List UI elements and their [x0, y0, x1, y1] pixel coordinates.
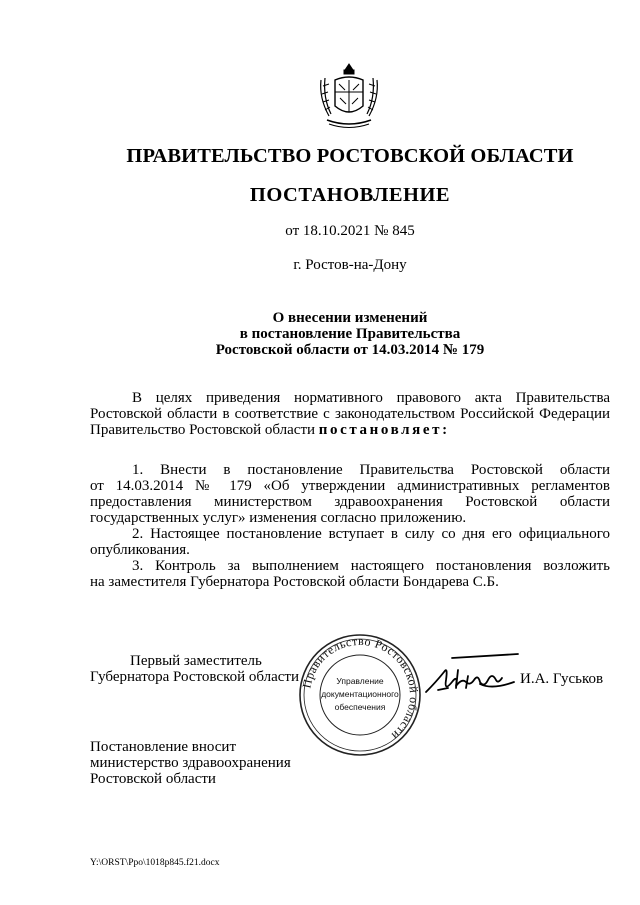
item-1-line-1: 1. Внести в постановление Правительства Ростовской области	[132, 462, 610, 478]
item-2-line-1: 2. Настоящее постановление вступает в силу со дня его официального	[132, 526, 610, 542]
submitted-by-note	[90, 739, 291, 787]
document-subject	[0, 310, 640, 358]
seal-center-line-1: Управление	[336, 676, 384, 686]
signatory-position-line-2: Губернатора Ростовской области	[90, 669, 300, 685]
coat-of-arms-icon	[315, 62, 383, 132]
preamble	[90, 390, 610, 438]
government-title: ПРАВИТЕЛЬСТВО РОСТОВСКОЙ ОБЛАСТИ	[126, 145, 574, 167]
seal-ring-text: Правительство Ростовской области	[299, 633, 422, 743]
subject-line-2: в постановление Правительства	[239, 326, 461, 342]
item-3-line-2: на заместителя Губернатора Ростовской области Бондарева С.Б.	[90, 574, 499, 590]
document-date-number: от 18.10.2021 № 845	[285, 223, 415, 239]
document-city: г. Ростов-на-Дону	[293, 257, 407, 273]
subject-line-3: Ростовской области от 14.03.2014 № 179	[215, 342, 485, 358]
seal-center-line-3: обеспечения	[334, 702, 386, 712]
submitted-by-line-3: Ростовской области	[90, 771, 216, 787]
decree-word: постановляет:	[318, 422, 450, 438]
item-2-line-2: опубликования.	[90, 542, 190, 558]
decree-items	[90, 462, 610, 590]
handwritten-signature-icon	[422, 652, 522, 697]
seal-center-line-2: документационного	[321, 689, 399, 699]
signatory-position	[90, 653, 299, 685]
submitted-by-line-2: министерство здравоохранения	[90, 755, 291, 771]
signatory-name: И.А. Гуськов	[520, 671, 604, 687]
official-seal-icon	[298, 633, 422, 757]
item-1-line-2: от 14.03.2014 № 179 «Об утверждении административных регламентов	[90, 478, 610, 494]
subject-line-1: О внесении изменений	[272, 310, 428, 326]
item-3-line-1: 3. Контроль за выполнением настоящего постановления возложить	[132, 558, 610, 574]
item-1-line-3: предоставления министерством здравоохранения Ростовской области	[90, 494, 610, 510]
submitted-by-line-1: Постановление вносит	[90, 739, 237, 755]
file-path: Y:\ORST\Ppo\1018p845.f21.docx	[90, 858, 220, 868]
preamble-line-3-text: Правительство Ростовской области	[90, 422, 319, 438]
signatory-position-line-1: Первый заместитель	[130, 653, 262, 669]
item-1-line-4: государственных услуг» изменения согласно приложению.	[90, 510, 467, 526]
preamble-line-2: Ростовской области в соответствие с законодательством Российской Федерации	[90, 406, 610, 422]
preamble-line-3	[90, 422, 610, 438]
document-type-title: ПОСТАНОВЛЕНИЕ	[249, 184, 451, 206]
preamble-line-1: В целях приведения нормативного правового акта Правительства	[132, 390, 610, 406]
